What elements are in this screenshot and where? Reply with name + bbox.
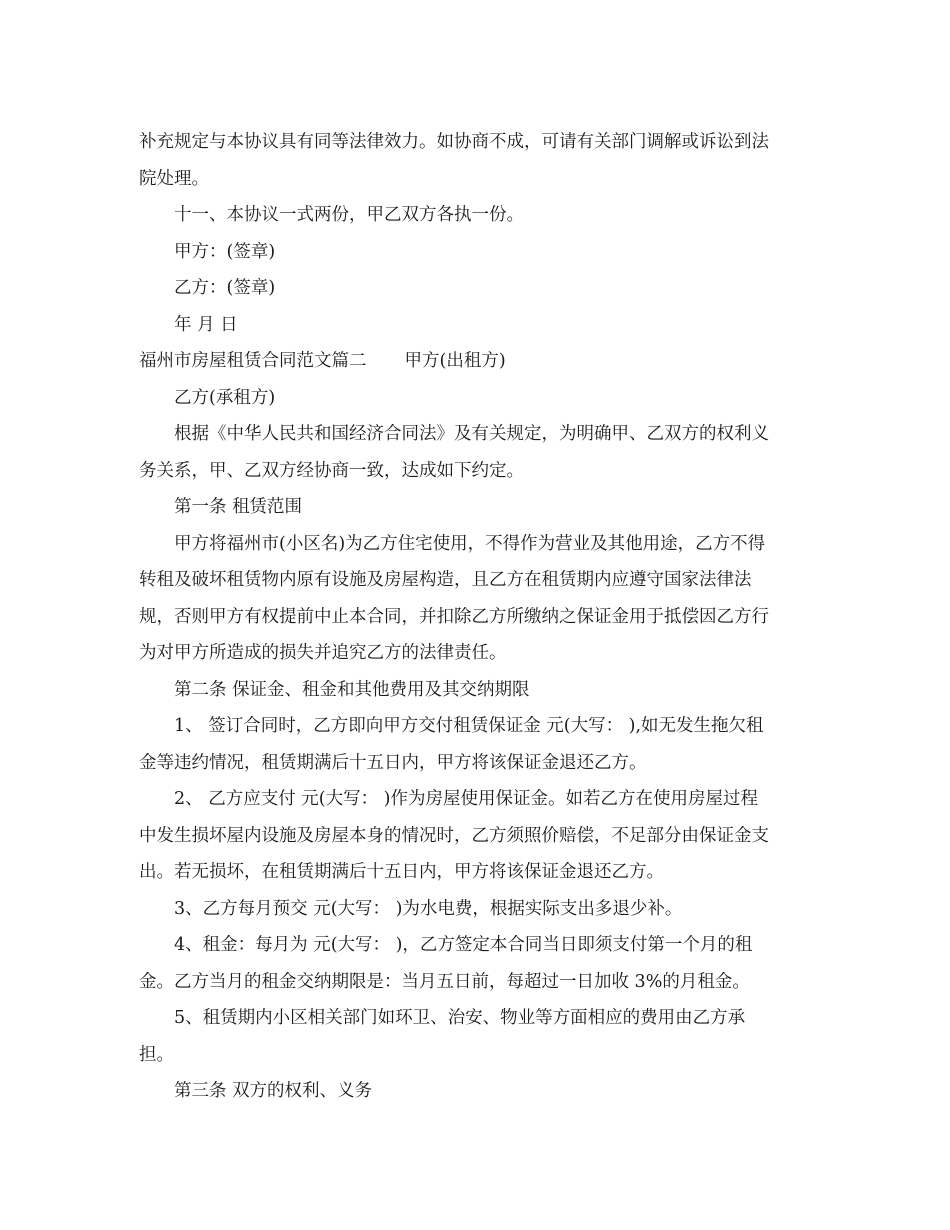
paragraph-line: 4、租金：每月为 元(大写： )，乙方签定本合同当日即须支付第一个月的租	[174, 935, 753, 955]
party-b-signature: 乙方：(签章)	[174, 278, 276, 298]
document-body	[139, 124, 814, 1110]
paragraph-line: 出。若无损坏，在租赁期满后十五日内，甲方将该保证金退还乙方。	[139, 862, 664, 882]
paragraph-line: 3、乙方每月预交 元(大写： )为水电费，根据实际支出多退少补。	[174, 898, 683, 919]
article-two-heading: 第二条 保证金、租金和其他费用及其交纳期限	[174, 679, 530, 700]
paragraph-line: 为对甲方所造成的损失并追究乙方的法律责任。	[139, 643, 507, 663]
party-b-label: 乙方(承租方)	[174, 387, 276, 408]
paragraph-line: 1、 签订合同时，乙方即向甲方交付租赁保证金 元(大写： ),如无发生拖欠租	[174, 716, 764, 736]
article-three-heading: 第三条 双方的权利、义务	[174, 1081, 373, 1101]
article-one-heading: 第一条 租赁范围	[174, 497, 303, 517]
paragraph-line: 院处理。	[139, 168, 209, 189]
date-line: 年 月 日	[174, 314, 238, 335]
paragraph-line: 规，否则甲方有权提前中止本合同，并扣除乙方所缴纳之保证金用于抵偿因乙方行	[139, 606, 769, 627]
paragraph-line: 金等违约情况，租赁期满后十五日内，甲方将该保证金退还乙方。	[139, 752, 647, 773]
party-a-signature: 甲方：(签章)	[174, 241, 276, 262]
paragraph-line: 根据《中华人民共和国经济合同法》及有关规定，为明确甲、乙双方的权利义	[174, 424, 769, 444]
section-heading-line	[139, 343, 814, 380]
paragraph-line: 担。	[139, 1044, 174, 1065]
section-title: 福州市房屋租赁合同范文篇二	[139, 351, 367, 371]
paragraph-line: 甲方将福州市(小区名)为乙方住宅使用，不得作为营业及其他用途，乙方不得	[174, 533, 766, 554]
paragraph-line: 转租及破坏租赁物内原有设施及房屋构造，且乙方在租赁期内应遵守国家法律法	[139, 570, 752, 590]
paragraph-line: 金。乙方当月的租金交纳期限是：当月五日前，每超过一日加收 3%的月租金。	[139, 971, 750, 992]
paragraph-line: 2、 乙方应支付 元(大写： )作为房屋使用保证金。如若乙方在使用房屋过程	[174, 789, 758, 809]
paragraph-line: 中发生损坏屋内设施及房屋本身的情况时，乙方须照价赔偿，不足部分由保证金支	[139, 825, 769, 846]
paragraph-line: 补充规定与本协议具有同等法律效力。如协商不成，可请有关部门调解或诉讼到法	[139, 132, 769, 152]
clause-eleven: 十一、本协议一式两份，甲乙双方各执一份。	[174, 205, 524, 225]
paragraph-line: 务关系，甲、乙双方经协商一致，达成如下约定。	[139, 460, 524, 481]
party-a-label: 甲方(出租方)	[404, 351, 506, 371]
paragraph-line: 5、租赁期内小区相关部门如环卫、治安、物业等方面相应的费用由乙方承	[174, 1008, 746, 1028]
